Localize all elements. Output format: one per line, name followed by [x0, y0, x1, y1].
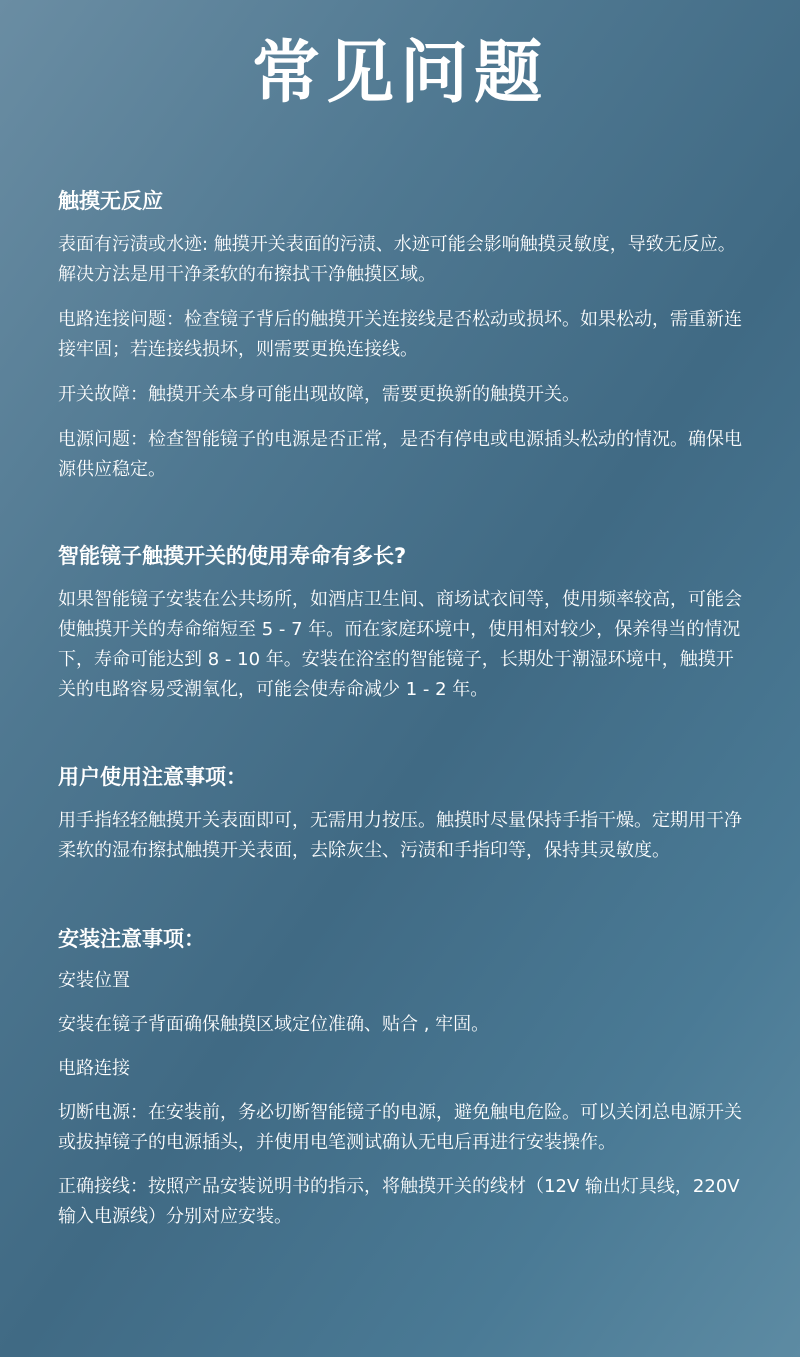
section-heading: 触摸无反应	[58, 189, 163, 213]
paragraph: 开关故障：触摸开关本身可能出现故障，需要更换新的触摸开关。	[58, 384, 580, 405]
paragraph: 电路连接问题：检查镜子背后的触摸开关连接线是否松动或损坏。如果松动，需重新连接牢固；若连接线损坏，则需要更换连接线。	[58, 309, 742, 360]
paragraph: 电源问题：检查智能镜子的电源是否正常，是否有停电或电源插头松动的情况。确保电源供应稳定。	[58, 429, 742, 480]
subheading-install-position: 安装位置	[58, 970, 130, 991]
paragraph: 切断电源：在安装前，务必切断智能镜子的电源，避免触电危险。可以关闭总电源开关或拔掉镜子的电源插头，并使用电笔测试确认无电后再进行安装操作。	[58, 1102, 742, 1153]
section-heading: 用户使用注意事项：	[58, 765, 247, 789]
section-usage-notes	[58, 762, 742, 866]
paragraph: 正确接线：按照产品安装说明书的指示，将触摸开关的线材（12V 输出灯具线，220V 输入电源线）分别对应安装。	[58, 1176, 740, 1227]
section-service-life	[58, 541, 742, 705]
subheading-circuit-connection: 电路连接	[58, 1058, 130, 1079]
section-heading: 安装注意事项：	[58, 927, 205, 951]
paragraph: 表面有污渍或水迹: 触摸开关表面的污渍、水迹可能会影响触摸灵敏度，导致无反应。解决方法是用干净柔软的布擦拭干净触摸区域。	[58, 234, 736, 285]
paragraph: 用手指轻轻触摸开关表面即可，无需用力按压。触摸时尽量保持手指干燥。定期用干净柔软的湿布擦拭触摸开关表面，去除灰尘、污渍和手指印等，保持其灵敏度。	[58, 810, 742, 861]
paragraph: 如果智能镜子安装在公共场所，如酒店卫生间、商场试衣间等，使用频率较高，可能会使触摸开关的寿命缩短至 5 - 7 年。而在家庭环境中，使用相对较少，保养得当的情况下，寿命可能达到 8 - 10 年。安装在浴室的智能镜子，长期处于潮湿环境中，触摸开关的电路容易受潮氧化，可能会使寿命减少 1 - 2 年。	[58, 589, 742, 700]
paragraph: 安装在镜子背面确保触摸区域定位准确、贴合 , 牢固。	[58, 1014, 490, 1035]
page-title: 常见问题	[251, 34, 548, 113]
section-installation-notes	[58, 924, 742, 1232]
section-heading: 智能镜子触摸开关的使用寿命有多长?	[58, 544, 407, 568]
section-touch-unresponsive	[58, 186, 742, 485]
